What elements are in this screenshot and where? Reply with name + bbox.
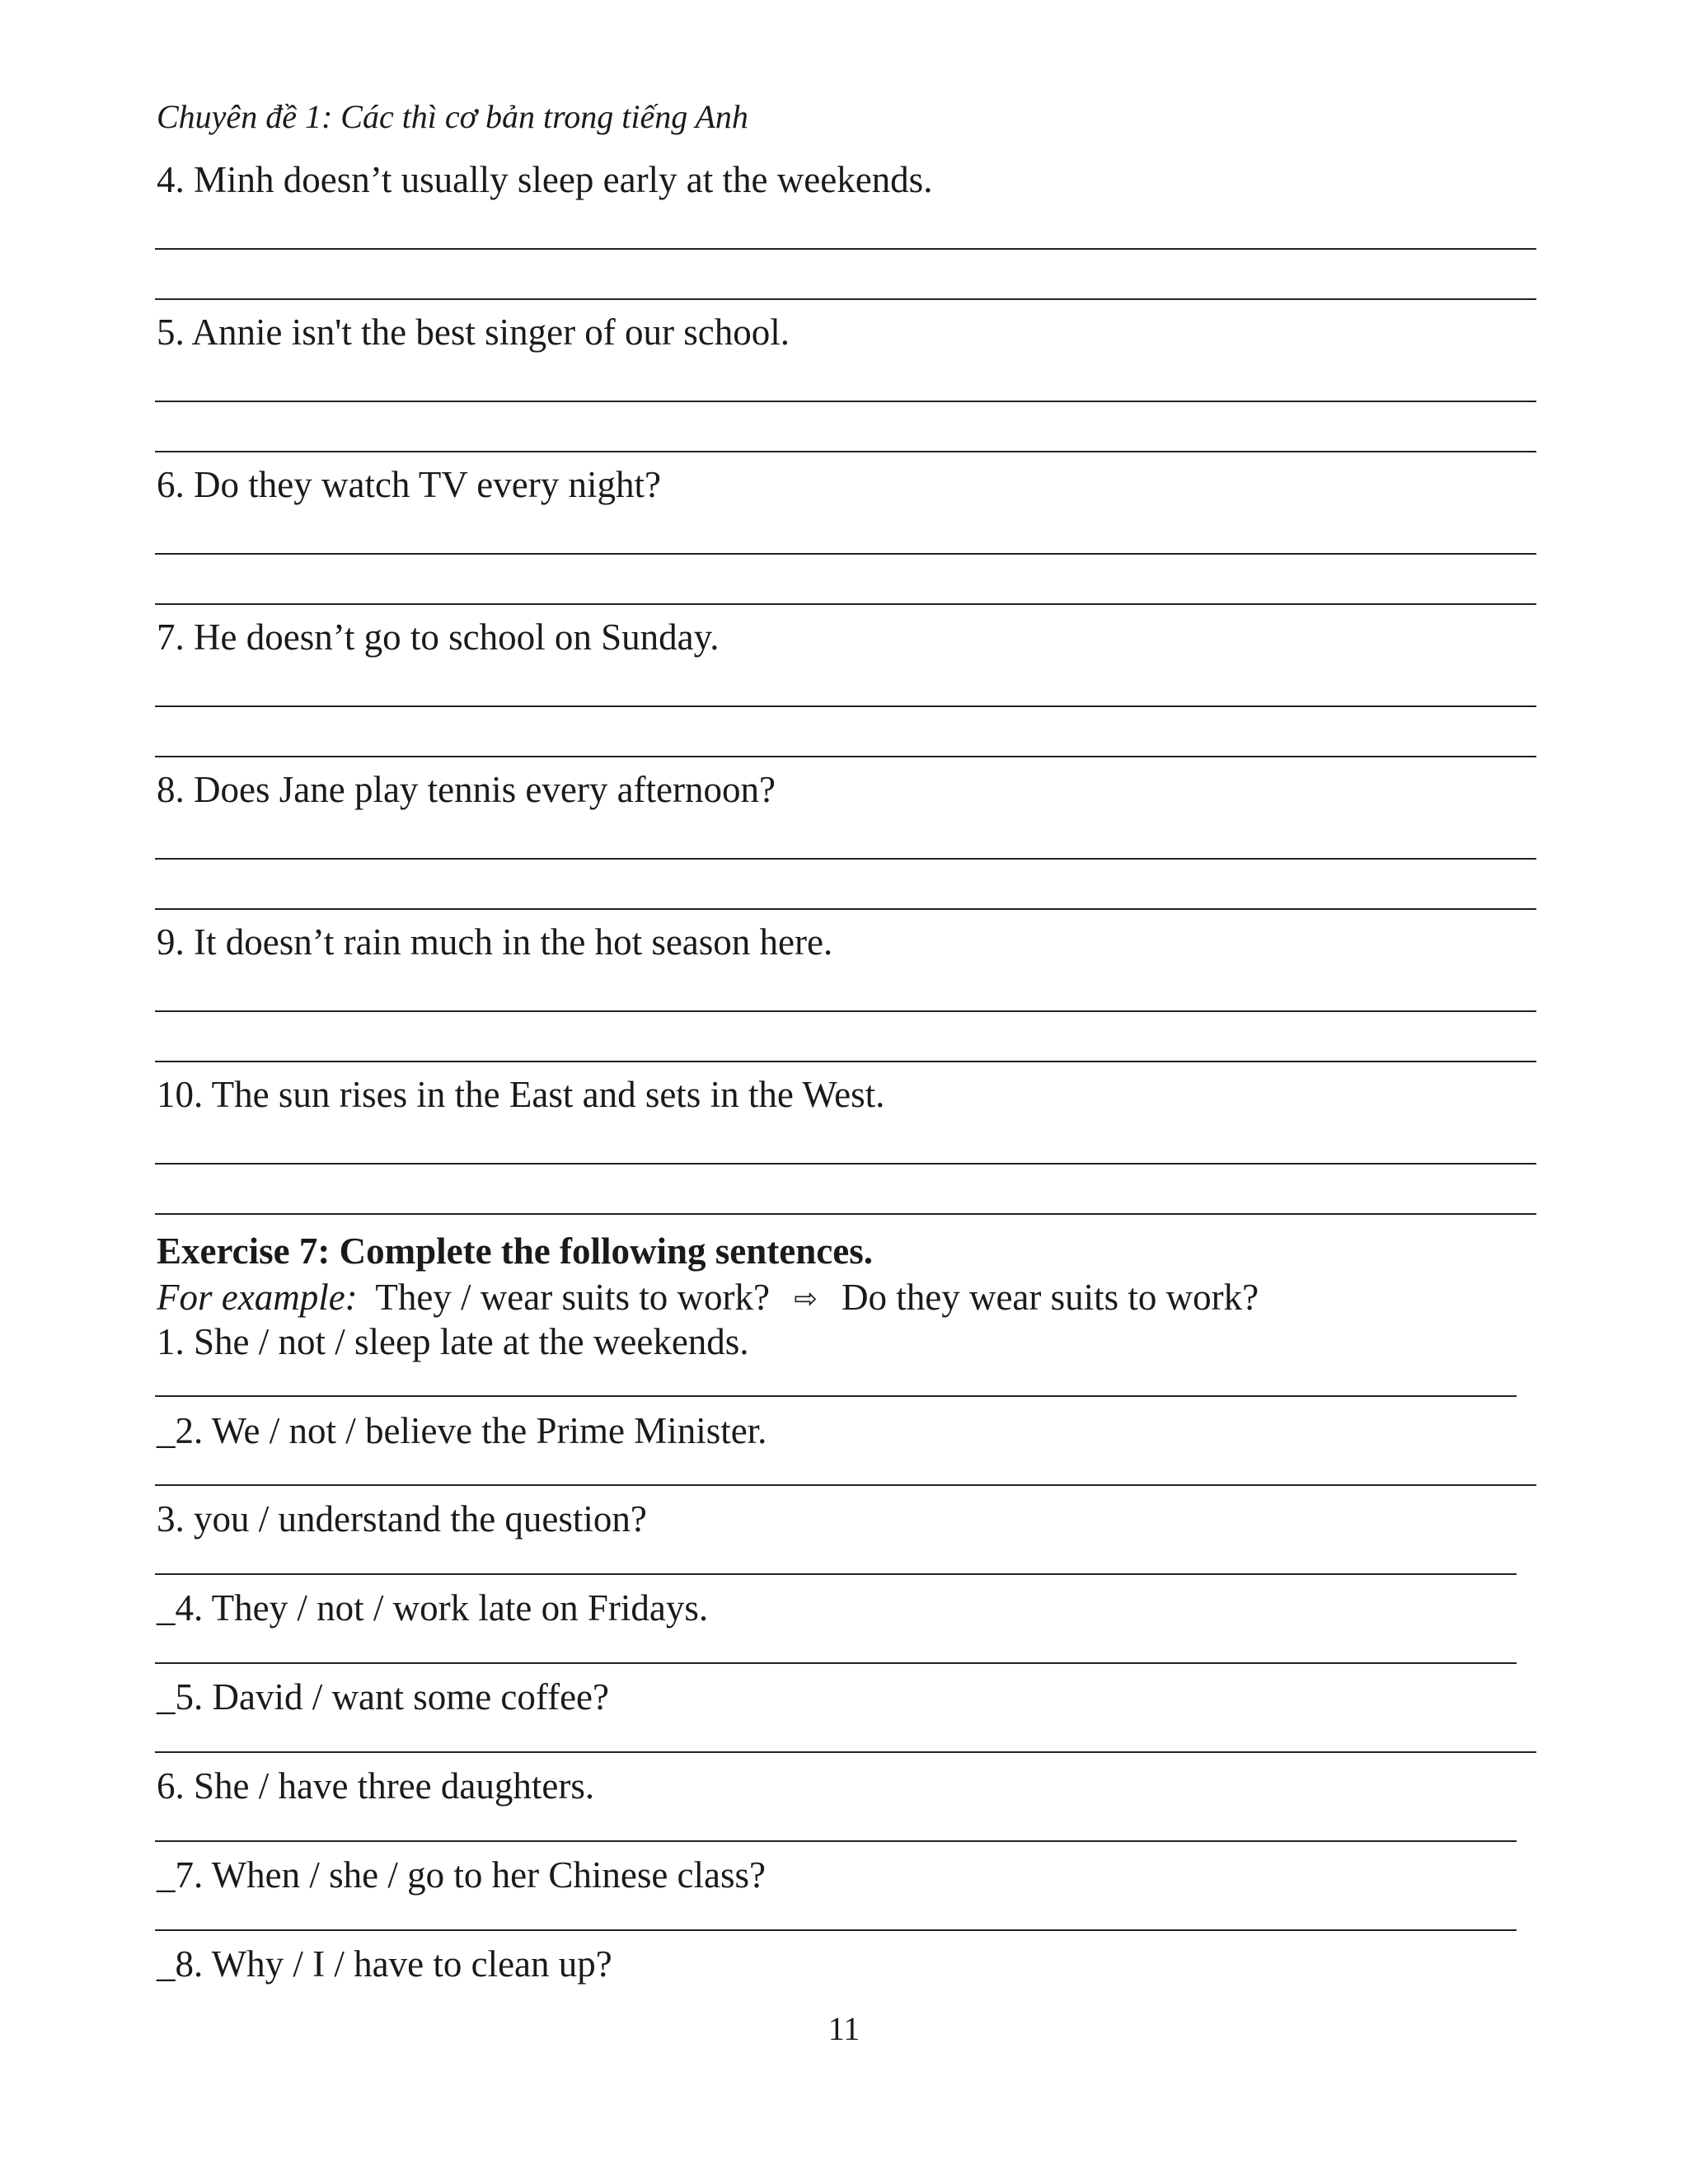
question-8: 8. Does Jane play tennis every afternoon? [157,769,776,810]
exercise-7-item-6: 6. She / have three daughters. [157,1765,595,1807]
exercise-7-item-3: 3. you / understand the question? [157,1498,647,1540]
example-prompt: They / wear suits to work? [375,1277,770,1318]
answer-line[interactable] [155,1751,1536,1753]
answer-line[interactable] [155,1929,1517,1931]
exercise-7-item-1: 1. She / not / sleep late at the weekends. [157,1321,749,1362]
answer-line[interactable] [155,298,1536,300]
exercise-7-item-2: _2. We / not / believe the Prime Minister. [157,1410,767,1451]
exercise-7-example [157,1272,1259,1324]
page-header: Chuyên đề 1: Các thì cơ bản trong tiếng Anh [157,98,748,135]
question-7: 7. He doesn’t go to school on Sunday. [157,616,720,658]
answer-line[interactable] [155,1061,1536,1062]
answer-line[interactable] [155,1484,1536,1486]
answer-line[interactable] [155,858,1536,860]
answer-line[interactable] [155,1010,1536,1012]
example-answer: Do they wear suits to work? [841,1277,1259,1318]
exercise-7-item-7: _7. When / she / go to her Chinese class? [157,1854,767,1896]
exercise-7-item-8: _8. Why / I / have to clean up? [157,1943,612,1985]
question-6: 6. Do they watch TV every night? [157,464,661,505]
answer-line[interactable] [155,603,1536,605]
answer-line[interactable] [155,1662,1517,1664]
example-label: For example: [157,1277,358,1318]
exercise-7-item-4: _4. They / not / work late on Fridays. [157,1587,709,1629]
answer-line[interactable] [155,908,1536,910]
answer-line[interactable] [155,248,1536,250]
answer-line[interactable] [155,1395,1517,1397]
question-5: 5. Annie isn't the best singer of our school. [157,312,790,353]
question-9: 9. It doesn’t rain much in the hot season here. [157,921,833,963]
exercise-7-title: Exercise 7: Complete the following sentences. [157,1230,873,1272]
answer-line[interactable] [155,451,1536,452]
answer-line[interactable] [155,553,1536,555]
answer-line[interactable] [155,401,1536,402]
question-4: 4. Minh doesn’t usually sleep early at the weekends. [157,159,933,200]
answer-line[interactable] [155,1213,1536,1215]
right-arrow-icon: ⇨ [794,1282,818,1315]
exercise-7-item-5: _5. David / want some coffee? [157,1676,609,1718]
question-10: 10. The sun rises in the East and sets in the West. [157,1074,885,1115]
page-number: 11 [828,2010,860,2047]
answer-line[interactable] [155,1163,1536,1165]
answer-line[interactable] [155,1840,1517,1842]
answer-line[interactable] [155,756,1536,757]
answer-line[interactable] [155,705,1536,707]
answer-line[interactable] [155,1573,1517,1575]
